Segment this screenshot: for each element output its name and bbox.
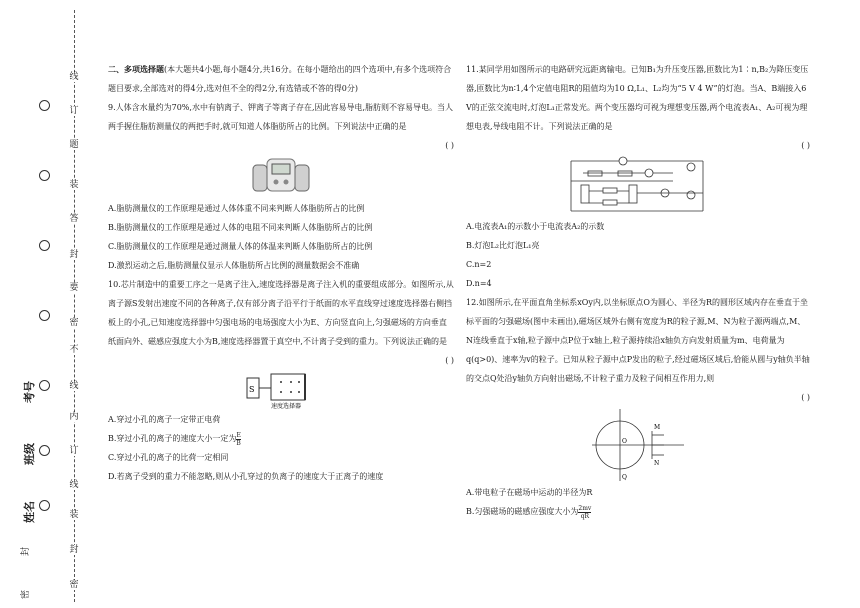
fraction-denominator: qR: [580, 512, 590, 520]
answer-bracket: ( ): [801, 141, 810, 150]
exam-number-label: 考号: [23, 381, 36, 403]
binding-margin: [0, 0, 92, 608]
class-label: 班级: [23, 443, 36, 465]
section-header: [108, 60, 454, 98]
q10-option-a: A.穿过小孔的离子一定带正电荷: [108, 415, 221, 424]
section-description: (本大题共4小题,每小题4分,共16分。在每小题给出的四个选项中,有多个选项符合题目要求,全部选对的得4分,选对但不全的得2分,有选错或不答的得0分): [108, 65, 452, 93]
seal-char: 订: [66, 106, 82, 116]
binding-hole: [39, 310, 50, 321]
name-label: 姓名: [23, 501, 36, 523]
seal-char: 订: [66, 446, 82, 456]
binding-hole: [39, 240, 50, 251]
binding-hole: [39, 380, 50, 391]
fraction-e-over-b: [236, 432, 240, 447]
seal-char: 装: [66, 510, 82, 520]
seal-char: 答: [66, 214, 82, 224]
q10-option-b: [108, 429, 454, 448]
seal-char: 装: [66, 180, 82, 190]
transmission-circuit-figure: [563, 155, 713, 217]
fraction-numerator: E: [236, 431, 241, 439]
seal-char: 线: [66, 381, 82, 391]
question-11: 11.某同学用如图所示的电路研究远距离输电。已知B₁为升压变压器,匝数比为1∶n,B₂为降压变压器,匝数比为n∶1,4个定值电阻R的阻值均为10 Ω,L₁、L₂均为“5 V 4 W”的灯泡。当A、B端接入6 V的正弦交流电时,灯泡L₁正常发光。两个变压器均可视为理想变压器,两个电流表A₁、A₂可视为理想电表,导线电阻不计。下列说法正确的是: [466, 65, 809, 131]
seal-char: 线: [66, 72, 82, 82]
seal-char: 内: [66, 412, 82, 422]
fat-meter-image: [249, 155, 313, 199]
binding-hole: [39, 500, 50, 511]
q9-option-b: B.脂肪测量仪的工作原理是通过人体的电阻不同来判断人体脂肪所占的比例: [108, 223, 373, 232]
binding-hole: [39, 445, 50, 456]
fraction-denominator: B: [236, 439, 241, 447]
q11-option-c: C.n=2: [466, 260, 492, 269]
figure-caption: 速度选择器: [271, 403, 302, 410]
q10-option-b-text: B.穿过小孔的离子的速度大小一定为: [108, 434, 237, 443]
seal-char: 密: [66, 580, 82, 590]
seal-char: 题: [66, 140, 82, 150]
binding-hole: [39, 170, 50, 181]
magnetic-field-figure: [590, 407, 686, 483]
q11-option-d: D.n=4: [466, 279, 492, 288]
answer-bracket: ( ): [445, 141, 454, 150]
question-9: 9.人体含水量约为70%,水中有钠离子、钾离子等离子存在,因此容易导电,脂肪则不容易导电。当人两手握住脂肪测量仪的两把手时,就可知道人体脂肪所占的比例。下列说法中正确的是: [108, 103, 454, 131]
seal-char: 线: [66, 480, 82, 490]
answer-bracket: ( ): [445, 356, 454, 365]
seal-char: 封: [66, 545, 82, 555]
velocity-selector-figure: [241, 370, 321, 410]
q9-option-a: A.脂肪测量仪的工作原理是通过人体体重不同来判断人体脂肪所占的比例: [108, 204, 365, 213]
fraction-2mv-over-qr: [578, 505, 591, 520]
left-column: [108, 60, 454, 486]
svg-text:O: O: [622, 438, 627, 445]
q12-option-a: A.带电粒子在磁场中运动的半径为R: [466, 488, 593, 497]
answer-bracket: ( ): [801, 393, 810, 402]
q10-option-d: D.若离子受到的重力不能忽略,则从小孔穿过的负离子的速度大于正离子的速度: [108, 472, 384, 481]
svg-text:M: M: [654, 424, 661, 431]
seal-char: 密: [66, 318, 82, 328]
question-10: 10.芯片制造中的重要工序之一是离子注入,速度选择器是离子注入机的重要组成部分。如图所示,从离子源S发射出速度不同的各种离子,仅有部分离子沿平行于纸面的水平直线穿过速度选择器右侧挡板上的小孔,已知速度选择器中匀强电场的电场强度大小为E、方向竖直向上,匀强磁场的方向垂直纸面向外、磁感应强度大小为B,速度选择器置于真空中,不计离子受到的重力。下列说法正确的是: [108, 280, 454, 346]
svg-text:N: N: [654, 460, 660, 467]
seal-char: 不: [66, 345, 82, 355]
edge-char: 封: [21, 546, 32, 557]
q11-option-b: B.灯泡L₂比灯泡L₁亮: [466, 241, 540, 250]
q9-option-d: D.激烈运动之后,脂肪测量仪显示人体脂肪所占比例的测量数据会不准确: [108, 261, 360, 270]
question-12: 12.如图所示,在平面直角坐标系xOy内,以坐标原点O为圆心、半径为R的圆形区域内存在垂直于坐标平面的匀强磁场(图中未画出),磁场区域外右侧有宽度为R的粒子源,M、N为粒子源两端点,M、N连线垂直于x轴,粒子源中点P位于x轴上,粒子源持续沿x轴负方向发射质量为m、电荷量为q(q>0)、速率为v的粒子。已知从粒子源中点P发出的粒子,经过磁场区域后,恰能从圆与y轴负半轴的交点Q处沿y轴负方向射出磁场,不计粒子重力及粒子间相互作用力,则: [466, 298, 810, 383]
q9-option-c: C.脂肪测量仪的工作原理是通过测量人体的体温来判断人体脂肪所占的比例: [108, 242, 373, 251]
right-column: [466, 60, 810, 521]
fraction-numerator: 2mv: [578, 504, 592, 512]
binding-hole: [39, 100, 50, 111]
svg-text:S: S: [249, 385, 255, 394]
q12-option-b-text: B.匀强磁场的磁感应强度大小为: [466, 507, 579, 516]
q11-option-a: A.电流表A₁的示数小于电流表A₂的示数: [466, 222, 605, 231]
edge-char: 密: [21, 589, 32, 600]
q12-option-b: [466, 502, 810, 521]
seal-char: 要: [66, 283, 82, 293]
svg-text:Q: Q: [622, 474, 627, 481]
q10-option-c: C.穿过小孔的离子的比荷一定相同: [108, 453, 229, 462]
section-title: 二、多项选择题: [108, 64, 164, 74]
seal-char: 封: [66, 250, 82, 260]
